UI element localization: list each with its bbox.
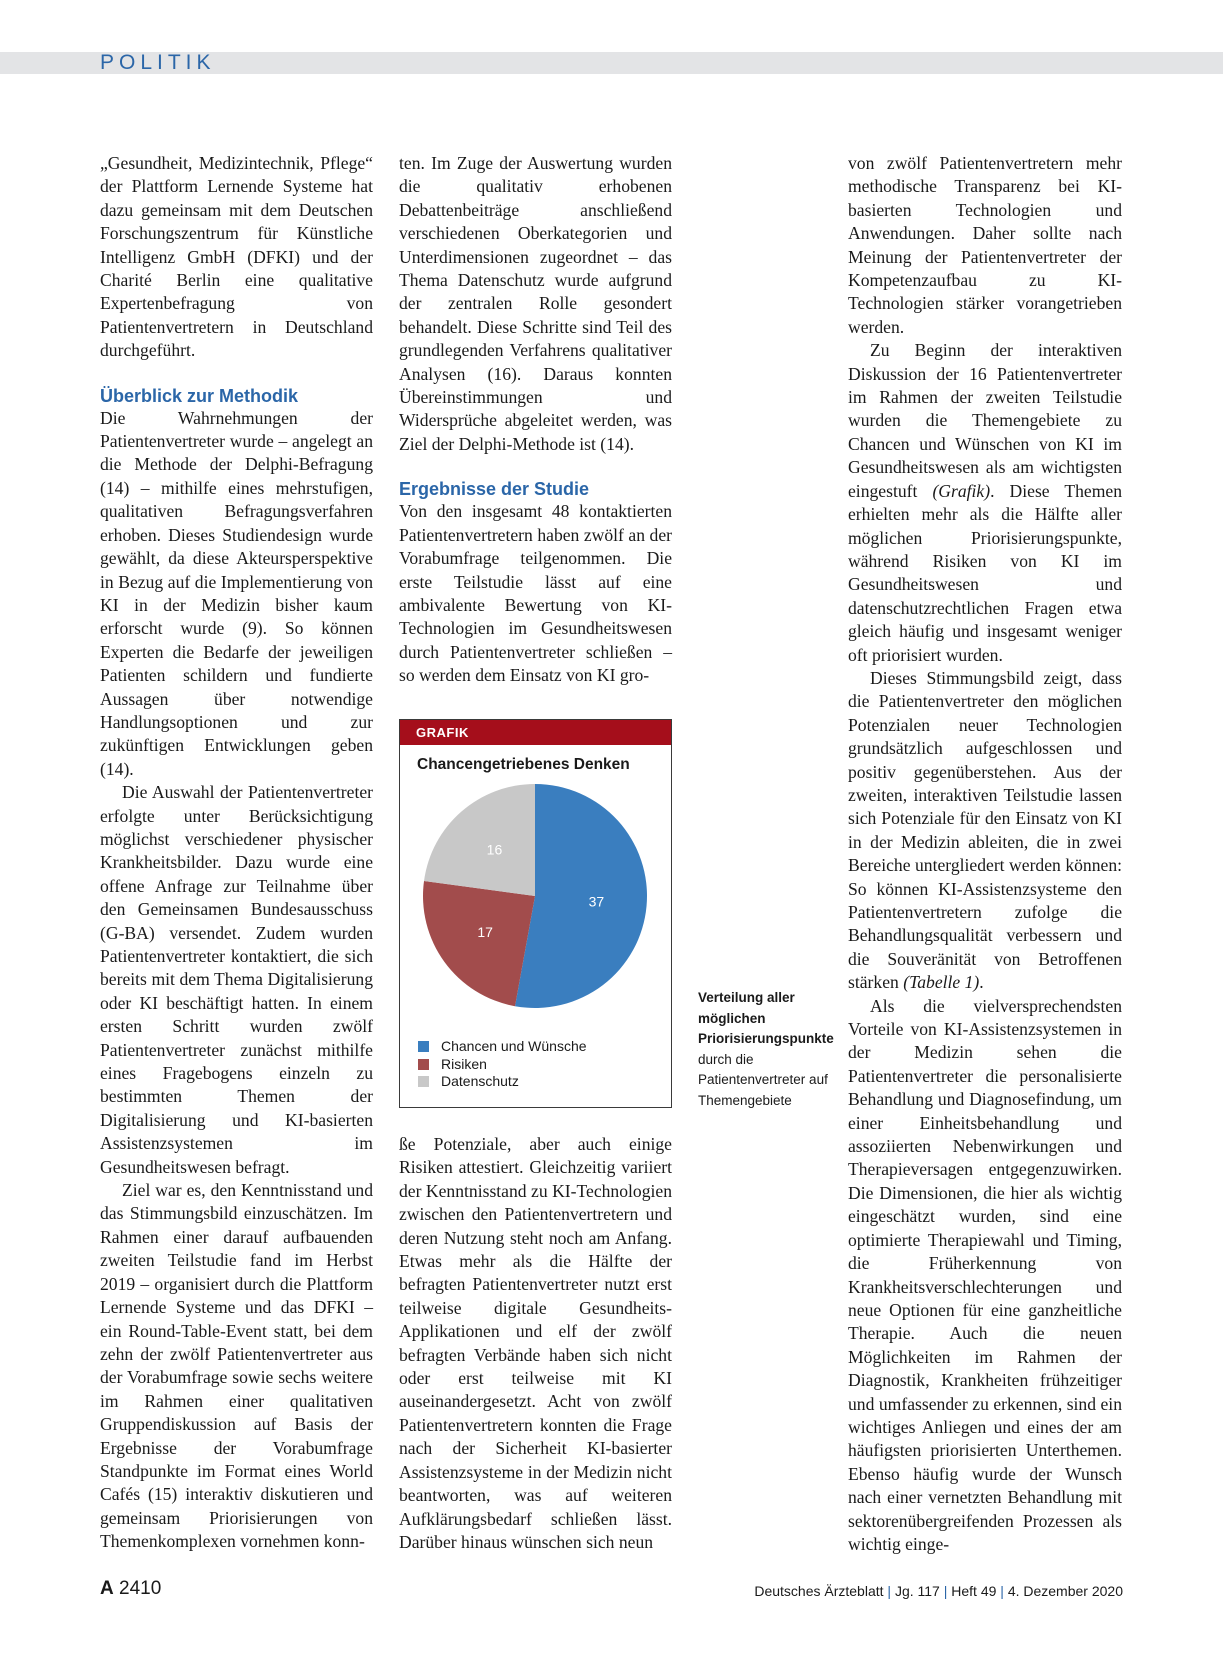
section-heading-ergebnisse: Ergebnisse der Studie (399, 479, 590, 500)
paragraph: von zwölf Patientenvertretern mehr methodische Transparenz bei KI-basierten Technologien und Anwendungen. Daher sollte nach Meinung der Patientenvertreter der Kompetenzaufbau zu KI-Technologien stärker vorangetrieben werden. (848, 153, 1122, 337)
section-label: POLITIK (100, 51, 216, 74)
paragraph: Von den insgesamt 48 kontaktierten Patientenvertretern haben zwölf an der Vorabumfrage teilgenommen. Die erste Teilstudie lässt auf eine ambivalente Bewertung von KI-Technologien im Gesundheitswesen durch Patientenvertreter schließen – so werden dem Einsatz von KI gro- (399, 501, 672, 686)
paragraph-text: . (979, 972, 984, 993)
paragraph (848, 667, 1122, 995)
paragraph-text: Zu Beginn der interaktiven Diskussion der 16 Patientenvertreter im Rahmen der zweiten Teilstudie wurden die Themengebiete zu Chancen und Wünschen von KI im Gesundheitswesen als am wichtigsten eingestuft (848, 340, 1122, 501)
legend-item-0 (418, 1038, 587, 1056)
journal-issue: Heft 49 (951, 1583, 997, 1599)
legend-item-2 (418, 1073, 587, 1091)
journal-footer (754, 1583, 1123, 1599)
reference-tabelle: (Tabelle 1) (903, 972, 980, 993)
pie-slice-2 (424, 784, 535, 896)
legend-label: Datenschutz (441, 1073, 519, 1089)
column-2 (399, 152, 672, 688)
journal-name: Deutsches Ärzteblatt (754, 1583, 884, 1599)
paragraph: Die Auswahl der Patientenvertreter erfolgte unter Berücksichtigung möglichst verschiedener physischer Krankheitsbilder. Dazu wurde eine offene Anfrage zur Teilnahme über den Gemeinsamen Bundesausschuss (G-BA) versendet. Zudem wurden Patientenvertreter kontaktiert, die sich bereits mit dem Thema Digitalisierung oder KI beschäftigt hatten. In einem ersten Schritt wurden zwölf Patientenvertreter zunächst mithilfe eines Fragebogens einzeln zu bestimmten Themen der Digitalisierung und KI-basierten Assistenzsystemen im Gesundheitswesen befragt. (100, 782, 373, 1177)
separator: | (943, 1583, 948, 1599)
journal-volume: Jg. 117 (894, 1583, 940, 1599)
legend-swatch (418, 1076, 429, 1087)
pie-chart (400, 780, 671, 1040)
page-number (100, 1578, 161, 1600)
page-prefix: A (100, 1578, 114, 1599)
paragraph: ten. Im Zuge der Auswertung wurden die qualitativ erhobenen Debattenbeiträge anschließend verschiedenen Oberkategorien und Unterdimensionen zugeordnet – das Thema Datenschutz wurde aufgrund der zentralen Rolle gesondert behandelt. Diese Schritte sind Teil des grundlegenden Verfahrens qualitativer Analysen (16). Daraus konnten Übereinstimmungen und Widersprüche abgeleitet werden, was Ziel der Delphi-Methode ist (14). (399, 153, 672, 454)
section-heading-methodik: Überblick zur Methodik (100, 385, 299, 406)
chart-legend (418, 1038, 587, 1091)
paragraph-text: . Diese Themen erhielten mehr als die Hälfte aller möglichen Priorisierungspunkte, während Risiken von KI im Gesundheitswesen und datenschutzrechtlichen Fragen etwa gleich häufig und insgesamt weniger oft priorisiert wurden. (848, 480, 1122, 665)
column-2-continued (399, 1133, 672, 1554)
paragraph: „Gesundheit, Medizintechnik, Pflege“ der Plattform Lernende Systeme hat dazu gemeinsam mit dem Deutschen Forschungszentrum für Künstliche Intelligenz GmbH (DFKI) und der Charité Berlin eine qualitative Expertenbefragung von Patientenvertretern in Deutschland durchgeführt. (100, 153, 373, 361)
paragraph (848, 339, 1122, 667)
journal-date: 4. Dezember 2020 (1007, 1583, 1123, 1599)
legend-label: Chancen und Wünsche (441, 1038, 587, 1054)
paragraph: ße Potenziale, aber auch einige Risiken attestiert. Gleichzeitig variiert der Kenntnisstand zu KI-Technologien zwischen den Patientenvertretern und deren Nutzung steht noch am Anfang. Etwas mehr als die Hälfte der befragten Patientenvertreter nutzt erst teilweise digitale Gesundheits-Applikationen und elf der zwölf befragten Verbände haben sich nicht oder erst teilweise mit KI auseinandergesetzt. Acht von zwölf Patientenvertretern konnten die Frage nach der Sicherheit KI-basierter Assistenzsysteme in der Medizin nicht beantworten, was auf weiteren Aufklärungsbedarf schließen lässt. Darüber hinaus wünschen sich neun (399, 1134, 672, 1552)
figure-grafik (399, 719, 672, 1108)
paragraph: Die Wahrnehmungen der Patientenvertreter wurde – angelegt an die Methode der Delphi-Befragung (14) – mithilfe eines mehrstufigen, qualitativen Befragungsverfahren erhoben. Dieses Studiendesign wurde gewählt, da diese Akteursperspektive in Bezug auf die Implementierung von KI in der Medizin bisher kaum erforscht wurde (9). So können Experten die Bedarfe der jeweiligen Patienten schildern und fundierte Aussagen über notwendige Handlungsoptionen und zur zukünftigen Entwicklungen geben (14). (100, 407, 373, 779)
figure-caption (698, 988, 834, 1111)
page-number-value: 2410 (119, 1578, 162, 1599)
chart-title: Chancengetriebenes Denken (417, 756, 630, 773)
separator: | (1000, 1583, 1004, 1599)
caption-bold: Verteilung aller möglichen Priorisierungspunkte (698, 990, 834, 1046)
pie-slice-label-0: 37 (588, 893, 605, 910)
pie-slice-label-2: 16 (486, 841, 503, 858)
column-3 (848, 152, 1122, 1556)
legend-label: Risiken (441, 1055, 487, 1072)
pie-slice-label-1: 17 (477, 924, 493, 941)
reference-grafik: (Grafik) (932, 480, 991, 501)
legend-item-1 (418, 1056, 587, 1074)
legend-swatch (418, 1059, 429, 1070)
paragraph: Ziel war es, den Kenntnisstand und das Stimmungsbild einzuschätzen. Im Rahmen einer darauf aufbauenden zweiten Teilstudie fand im Herbst 2019 – organisiert durch die Plattform Lernende Systeme und das DFKI – ein Round-Table-Event statt, bei dem zehn der zwölf Patientenvertreter aus der Vorabumfrage sowie sechs weitere im Rahmen einer qualitativen Gruppendiskussion auf Basis der Ergebnisse der Vorabumfrage Standpunkte im Format eines World Cafés (15) interaktiv diskutieren und gemeinsam Priorisierungen von Themenkomplexen vornehmen konn- (100, 1180, 373, 1552)
separator: | (887, 1583, 892, 1599)
figure-label: GRAFIK (400, 720, 671, 745)
column-1 (100, 152, 373, 1554)
paragraph: Als die vielversprechendsten Vorteile von KI-Assistenzsystemen in der Medizin sehen die Patientenvertreter die personalisierte Behandlung und Diagnosefindung, um einer Einheitsbehandlung und assoziierten Nebenwirkungen und Therapieversagen entgegenzuwirken. Die Dimensionen, die hier als wichtig eingeschätzt wurden, sind eine optimierte Therapiewahl und Timing, die Früherkennung von Krankheitsverschlechterungen und neue Optionen für eine ganzheitliche Therapie. Auch die neuen Möglichkeiten im Rahmen der Diagnostik, Krankheiten frühzeitiger und umfassender zu erkennen, sind ein wichtiges Anliegen und eines der am häufigsten priorisierten Unterthemen. Ebenso häufig wurde der Wunsch nach einer vernetzten Behandlung mit sektorenübergreifenden Prozessen als wichtig einge- (848, 995, 1122, 1554)
paragraph-text: Dieses Stimmungsbild zeigt, dass die Patientenvertreter den möglichen Potenzialen neuer Technologien grundsätzlich aufgeschlossen und positiv gegenüberstehen. Aus der zweiten, interaktiven Teilstudie lassen sich Potenziale für den Einsatz von KI in der Medizin ableiten, die in zwei Bereiche untergliedert werden können: So können KI-Assistenzsysteme den Patientenvertretern zufolge die Behandlungsqualität verbessern und die Souveränität von Betroffenen stärken (848, 667, 1122, 993)
pie-slice-1 (423, 881, 535, 1006)
legend-swatch (418, 1041, 429, 1052)
caption-text: durch die Patientenvertreter auf Themengebiete (698, 1051, 828, 1108)
